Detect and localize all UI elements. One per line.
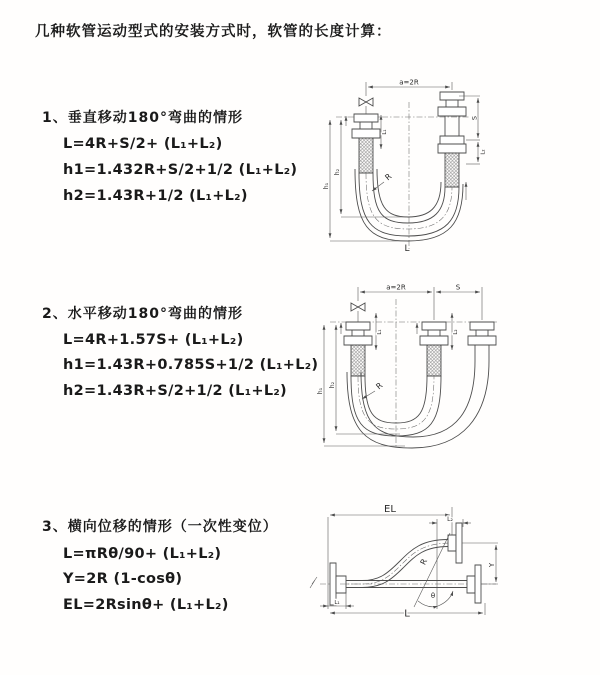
dim-label-l2: L₂ bbox=[480, 149, 487, 155]
dim-label-h2: h₂ bbox=[334, 168, 341, 176]
hose-u-bend bbox=[347, 361, 489, 448]
dim-label-length: L bbox=[404, 244, 410, 254]
diagram-vertical-180-bend bbox=[308, 74, 600, 260]
dim-label-l1: L₁ bbox=[334, 600, 340, 606]
formula-line: Y=2R (1-cosθ) bbox=[63, 571, 183, 587]
centerline-break-mark bbox=[310, 577, 317, 588]
dim-label-h1: h₁ bbox=[323, 182, 330, 190]
formula-line: L=πRθ/90+ (L₁+L₂) bbox=[63, 546, 222, 562]
formula-line: h2=1.43R+S/2+1/2 (L₁+L₂) bbox=[63, 383, 287, 399]
hose-end-fitting bbox=[344, 322, 372, 376]
formula-line: h1=1.43R+0.785S+1/2 (L₁+L₂) bbox=[63, 357, 319, 373]
dim-label-h1: h₁ bbox=[317, 387, 324, 395]
dim-label-l1: L₁ bbox=[377, 329, 383, 335]
dim-label-radius: R bbox=[374, 380, 385, 392]
hose-s-curve bbox=[340, 523, 462, 588]
dim-label-a2r: a=2R bbox=[386, 283, 406, 292]
hose-end-fitting bbox=[420, 322, 448, 376]
dim-label-a2r: a=2R bbox=[399, 78, 419, 87]
document-title: 几种软管运动型式的安装方式时，软管的长度计算： bbox=[35, 24, 392, 40]
dim-label-l2: L₂ bbox=[453, 329, 459, 335]
dim-label-h2: h₂ bbox=[329, 381, 336, 389]
dim-label-radius: R bbox=[418, 557, 430, 567]
diagram-horizontal-180-bend bbox=[310, 279, 600, 465]
dim-label-el: EL bbox=[384, 504, 396, 515]
dim-label-length: L bbox=[404, 608, 410, 620]
valve-icon bbox=[359, 98, 373, 114]
formula-line: h2=1.43R+1/2 (L₁+L₂) bbox=[63, 188, 248, 204]
formula-line: h1=1.432R+S/2+1/2 (L₁+L₂) bbox=[63, 162, 298, 178]
dim-label-s: S bbox=[470, 115, 479, 121]
valve-icon bbox=[351, 303, 365, 322]
hose-end-fitting-moved bbox=[468, 322, 496, 361]
section-2-heading: 2、水平移动180°弯曲的情形 bbox=[42, 306, 243, 322]
dim-label-s: S bbox=[455, 283, 461, 292]
hose-end-fitting-moved bbox=[438, 92, 466, 187]
section-1-heading: 1、垂直移动180°弯曲的情形 bbox=[42, 110, 243, 126]
dim-label-l2: L₂ bbox=[447, 516, 453, 523]
dim-label-theta: θ bbox=[430, 592, 436, 600]
dim-label-radius: R bbox=[383, 171, 394, 183]
formula-line: L=4R+S/2+ (L₁+L₂) bbox=[63, 136, 223, 152]
formula-line: L=4R+1.57S+ (L₁+L₂) bbox=[63, 332, 244, 348]
section-3-heading: 3、横向位移的情形（一次性变位） bbox=[42, 519, 278, 535]
dim-label-y: Y bbox=[488, 562, 496, 568]
dim-label-l1: L₁ bbox=[382, 129, 388, 135]
diagram-lateral-displacement bbox=[300, 497, 600, 653]
hose-end-fitting bbox=[352, 114, 380, 173]
formula-line: EL=2Rsinθ+ (L₁+L₂) bbox=[63, 597, 229, 613]
